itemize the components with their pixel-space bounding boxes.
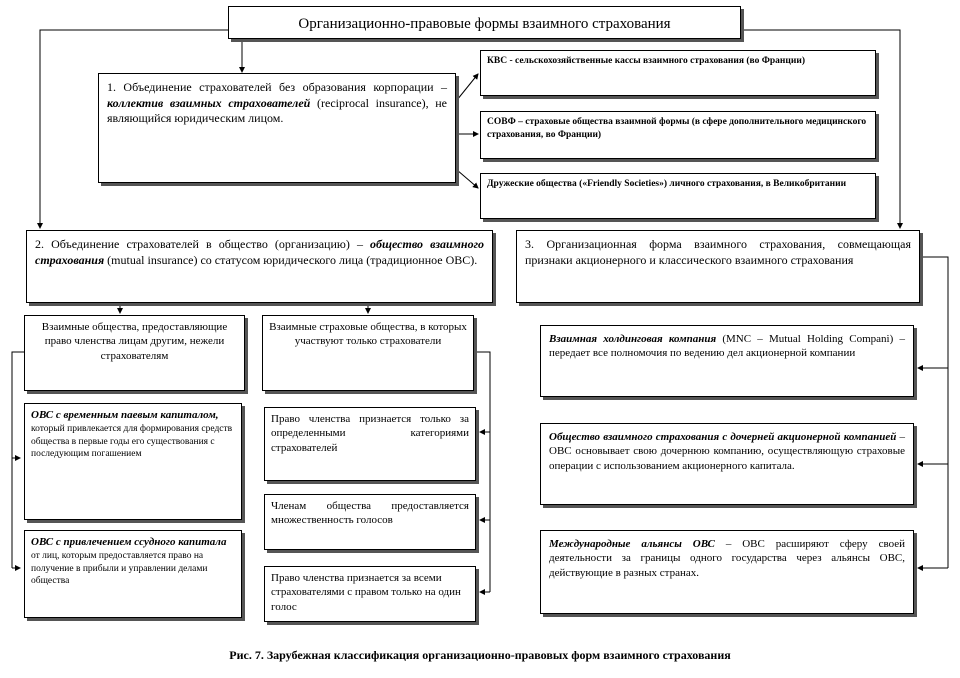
node-text: Членам общества предоставляется множественность голосов	[271, 500, 469, 527]
node-text: Право членства признается за всеми страхователями с правом только на один голос	[271, 572, 461, 613]
figure-caption: Рис. 7. Зарубежная классификация организационно-правовых форм взаимного страхования	[229, 648, 731, 662]
node-temporary-share-capital	[24, 403, 242, 520]
node-emphasis: ОВС с привлечением ссудного капитала	[31, 536, 227, 548]
node-non-policyholder-members	[24, 315, 245, 391]
node-text: Взаимные страховые общества, в которых участвуют только страхователи	[269, 321, 467, 348]
node-mutual-holding-company	[540, 325, 914, 397]
node-multiple-votes	[264, 494, 476, 550]
node-text: Право членства признается только за определенными категориями страхователей	[271, 413, 469, 454]
diagram-title-text: Организационно-правовые формы взаимного страхования	[298, 16, 671, 32]
node-emphasis: Международные альянсы ОВС	[549, 538, 715, 550]
node-text: 3. Организационная форма взаимного страхования, совмещающая признаки акционерного и классического взаимного страхования	[525, 237, 911, 267]
node-text: Взаимные общества, предоставляющие право членства лицам другим, нежели страхователям	[41, 321, 228, 362]
node-text: который привлекается для формирования средств общества в первые годы его существования с последующим погашением	[31, 423, 233, 460]
node-emphasis: ОВС с временным паевым капиталом,	[31, 409, 219, 421]
node-kvs	[480, 50, 876, 96]
node-one-vote	[264, 566, 476, 622]
node-text: (MNC – Mutual Holding Compani) – передает все полномочия по ведению дел акционерной компании	[549, 333, 905, 360]
node-emphasis: общество взаимного страхования	[35, 237, 484, 267]
node-emphasis: коллектив взаимных страхователей	[107, 95, 311, 110]
node-text: Дружеские общества («Friendly Societies») личного страхования, в Великобритании	[487, 179, 847, 189]
node-emphasis: Общество взаимного страхования с дочерней акционерной компанией	[549, 431, 897, 443]
node-text: (reciprocal insurance), не являющийся юридическим лицом.	[107, 95, 447, 126]
node-text: – ОВС основывает свою дочернюю компанию, осуществляющую страховые операции с использованием акционерного капитала.	[549, 431, 906, 472]
node-text: – ОВС расширяют сферу своей деятельности за границы одного государства через альянсы ОВС, действующие в разных странах.	[549, 538, 906, 579]
node-text: СОВФ – страховые общества взаимной формы (в сфере дополнительного медицинского страхования, во Франции)	[487, 117, 867, 140]
node-subsidiary-company	[540, 423, 914, 505]
node-unincorporated-association	[98, 73, 456, 183]
node-mutual-insurance-society	[26, 230, 493, 303]
node-loan-capital	[24, 530, 242, 618]
node-emphasis: Взаимная холдинговая компания	[549, 333, 717, 345]
node-friendly-societies	[480, 173, 876, 219]
node-policyholders-only	[262, 315, 474, 391]
node-text: 2. Объединение страхователей в общество (организацию) –	[35, 237, 363, 251]
node-text: (mutual insurance) со статусом юридического лица (традиционное ОВС).	[107, 252, 478, 267]
node-text: КВС - сельскохозяйственные кассы взаимного страхования (во Франции)	[487, 56, 805, 66]
node-text: 1. Объединение страхователей без образования корпорации –	[107, 80, 447, 94]
node-membership-categories	[264, 407, 476, 481]
node-sovf	[480, 111, 876, 159]
node-text: от лиц, которым предоставляется право на получение в прибыли и управлении делами общества	[31, 550, 208, 587]
node-hybrid-form	[516, 230, 920, 303]
diagram-title	[228, 6, 741, 39]
node-international-alliances	[540, 530, 914, 614]
